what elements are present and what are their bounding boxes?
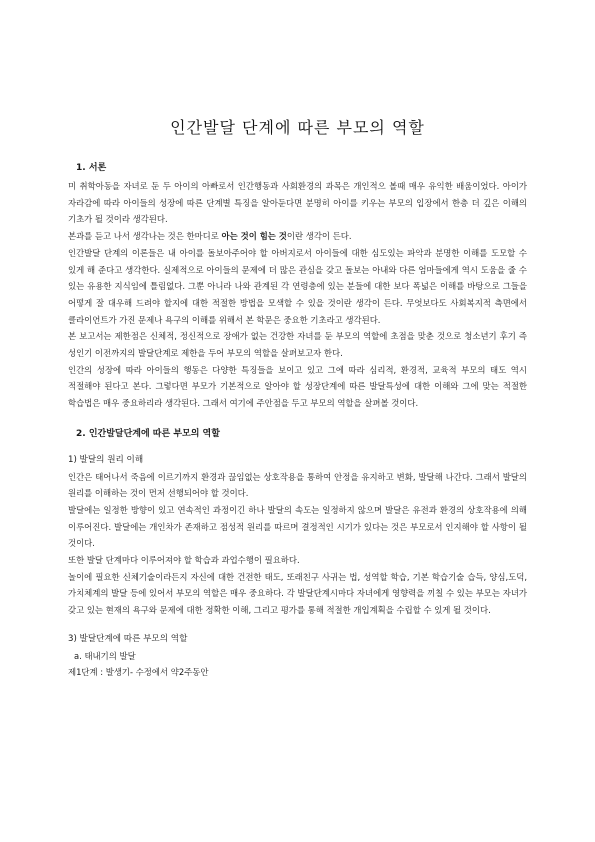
list-item-prenatal: a. 태내기의 발달	[74, 650, 136, 661]
paragraph: 본 보고서는 제한점은 신체적, 정신적으로 장애가 없는 건강한 자녀를 둔 부모의 역할에 초점을 맞춘 것으로 청소년기 후기 즉 성인기 이전까지의 발달단계로 제한을 두어 부모의 역할을 살펴보고자 한다.	[68, 331, 527, 359]
paragraph: 인간의 성장에 따라 아이들의 행동은 다양한 특징들을 보이고 있고 그에 따라 심리적, 환경적, 교육적 부모의 태도 역시 적절해야 된다고 본다. 그렇다면 부모가 기본적으로 알아야 할 성장단계에 따른 발달특성에 대한 이해와 그에 맞는 적절한 학습법은 매우 중요하리라 생각된다. 그래서 여기에 주안점을 두고 부모의 역할을 살펴볼 것이다.	[68, 364, 527, 409]
spacer	[68, 420, 527, 428]
paragraph: 발달에는 일정한 방향이 있고 연속적인 과정이긴 하나 발달의 속도는 일정하지 않으며 발달은 유전과 환경의 상호작용에 의해 이루어진다. 발달에는 개인차가 존재하고 점성적 원리를 따르며 결정적인 시기가 있다는 것은 부모로서 인지해야 할 사항이 될 것이다.	[68, 504, 527, 549]
stage-line: 제1단계 : 발생기- 수정에서 약2주동안	[68, 667, 209, 678]
section-heading-introduction: 1. 서론	[76, 163, 107, 173]
paragraph-with-emphasis	[68, 228, 527, 245]
document-title: 인간발달 단계에 따른 부모의 역할	[170, 118, 425, 137]
paragraph: 놀이에 필요한 신체기술이라든지 자신에 대한 건전한 태도, 또래친구 사귀는 법, 성역할 학습, 기본 학습기술 습득, 양심,도덕,가치체계의 발달 등에 있어서 부모의 역할은 매우 중요하다. 각 발달단계시마다 자녀에게 영향력을 끼칠 수 있는 부모는 자녀가 갖고 있는 현재의 욕구와 문제에 대한 정확한 이해, 그리고 평가를 통해 적절한 개입계획을 수립할 수 있게 될 것이다.	[68, 571, 527, 616]
subsection-heading-development-principles: 1) 발달의 원리 이해	[68, 454, 144, 465]
spacer	[68, 619, 527, 627]
text-span: 이란 생각이 든다.	[286, 231, 352, 242]
paragraph: 인간발달 단계의 이론들은 내 아이를 돌보아주어야 할 아버지로서 아이들에 대한 심도있는 파악과 분명한 이해를 도모할 수 있게 해 준다고 생각한다. 실제적으로 아이들의 문제에 더 많은 관심을 갖고 돌보는 아내와 다른 엄마들에게 역시 도움을 줄 수 있는 유용한 지식임에 틀림없다. 그뿐 아니라 나와 관계된 각 연령층에 있는 분들에 대한 보다 폭넓은 이해를 바탕으로 그들을 어떻게 잘 대우해 드려야 할지에 대한 적절한 방법을 모색할 수 있을 것이란 생각이 든다. 무엇보다도 사회복지적 측면에서 클라이언트가 가진 문제나 욕구의 이해를 위해서 본 학문은 중요한 기초라고 생각된다.	[68, 247, 527, 325]
paragraph: 인간은 태어나서 죽음에 이르기까지 환경과 끊임없는 상호작용을 통하여 안정을 유지하고 변화, 발달해 나간다. 그래서 발달의 원리를 이해하는 것이 먼저 선행되어야 할 것이다.	[68, 471, 527, 499]
paragraph: 또한 발달 단계마다 이루어져야 할 학습과 과업수행이 필요하다.	[68, 555, 300, 566]
subsection-heading-stage-roles: 3) 발달단계에 따른 부모의 역할	[68, 633, 188, 644]
section-heading-parent-roles: 2. 인간발달단계에 따른 부모의 역할	[76, 428, 220, 439]
spacer	[68, 444, 527, 452]
spacer	[68, 412, 527, 420]
paragraph: 미 취학아동을 자녀로 둔 두 아이의 아빠로서 인간행동과 사회환경의 과목은 개인적으 볼때 매우 유익한 배움이었다. 아이가 자라감에 따라 아이들의 성장에 따른 단계별 특징을 알아둔다면 분명히 아이를 키우는 부모의 입장에서 한층 더 깊은 이해의 기초가 될 것이라 생각된다.	[68, 181, 527, 225]
bold-phrase: 아는 것이 힘는 것	[221, 231, 287, 242]
text-span: 본과를 듣고 나서 생각나는 것은 한마디로	[68, 231, 222, 242]
